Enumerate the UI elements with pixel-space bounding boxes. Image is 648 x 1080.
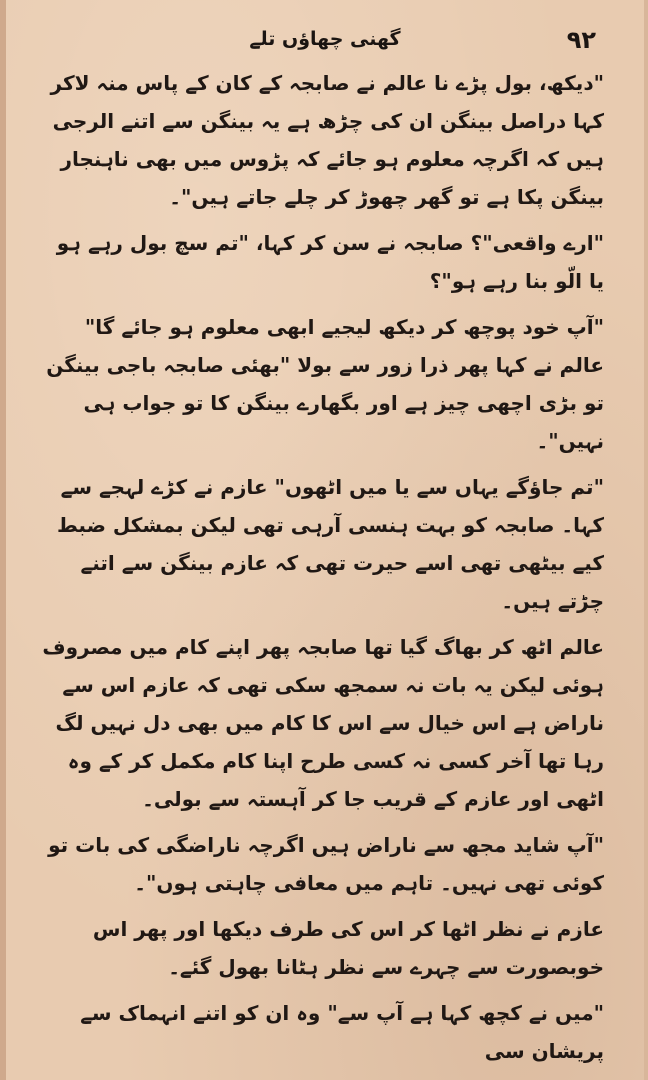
paragraph: عازم نے نظر اٹھا کر اس کی طرف دیکھا اور پھر اس خوبصورت سے چہرے سے نظر ہٹانا بھول گئے۔: [92, 917, 604, 979]
page-header: [6, 14, 644, 54]
paragraph: "میں نے کچھ کہا ہے آپ سے" وہ ان کو اتنے انہماک سے پریشان سی: [80, 1001, 604, 1063]
paragraph: "دیکھ، بول پڑے نا عالم نے صابجہ کے کان کے پاس منہ لاکر کہا دراصل بینگن ان کی چڑھ ہے یہ بینگن سے اتنے الرجی ہیں کہ اگرچہ معلوم ہو جائے کہ پڑوس میں بھی ناہنجار بینگن پکا ہے تو گھر چھوڑ کر چلے جاتے ہیں"۔: [50, 71, 604, 209]
paragraph: "آپ خود پوچھ کر دیکھ لیجیے ابھی معلوم ہو جائے گا" عالم نے کہا پھر ذرا زور سے بولا "بھئی صابجہ باجی بینگن تو بڑی اچھی چیز ہے اور بگھارے بینگن کا تو جواب ہی نہیں"۔: [46, 315, 604, 453]
paragraph: "آپ شاید مجھ سے ناراض ہیں اگرچہ ناراضگی کی بات تو کوئی تھی نہیں۔ تاہم میں معافی چاہتی ہوں"۔: [48, 833, 604, 895]
running-title: گھنی چھاؤں تلے: [249, 28, 401, 50]
paragraph: "ارے واقعی"؟ صابجہ نے سن کر کہا، "تم سچ بول رہے ہو یا الّو بنا رہے ہو"؟: [56, 231, 604, 293]
paragraph: "تم جاؤگے یہاں سے یا میں اٹھوں" عازم نے کڑے لہجے سے کہا۔ صابجہ کو بہت ہنسی آرہی تھی لیکن بمشکل ضبط کیے بیٹھی تھی اسے حیرت تھی کہ عازم بینگن سے اتنے چڑتے ہیں۔: [57, 475, 604, 613]
paragraph: عالم اٹھ کر بھاگ گیا تھا صابجہ پھر اپنے کام میں مصروف ہوئی لیکن یہ بات نہ سمجھ سکی تھی کہ عازم اس سے ناراض ہے اس خیال سے اس کا کام میں بھی دل نہیں لگ رہا تھا آخر کسی نہ کسی طرح اپنا کام مکمل کر کے وہ اٹھی اور عازم کے قریب جا کر آہستہ سے بولی۔: [42, 635, 604, 811]
page-number: ۹۲: [566, 26, 596, 54]
page-body: [40, 64, 604, 1062]
